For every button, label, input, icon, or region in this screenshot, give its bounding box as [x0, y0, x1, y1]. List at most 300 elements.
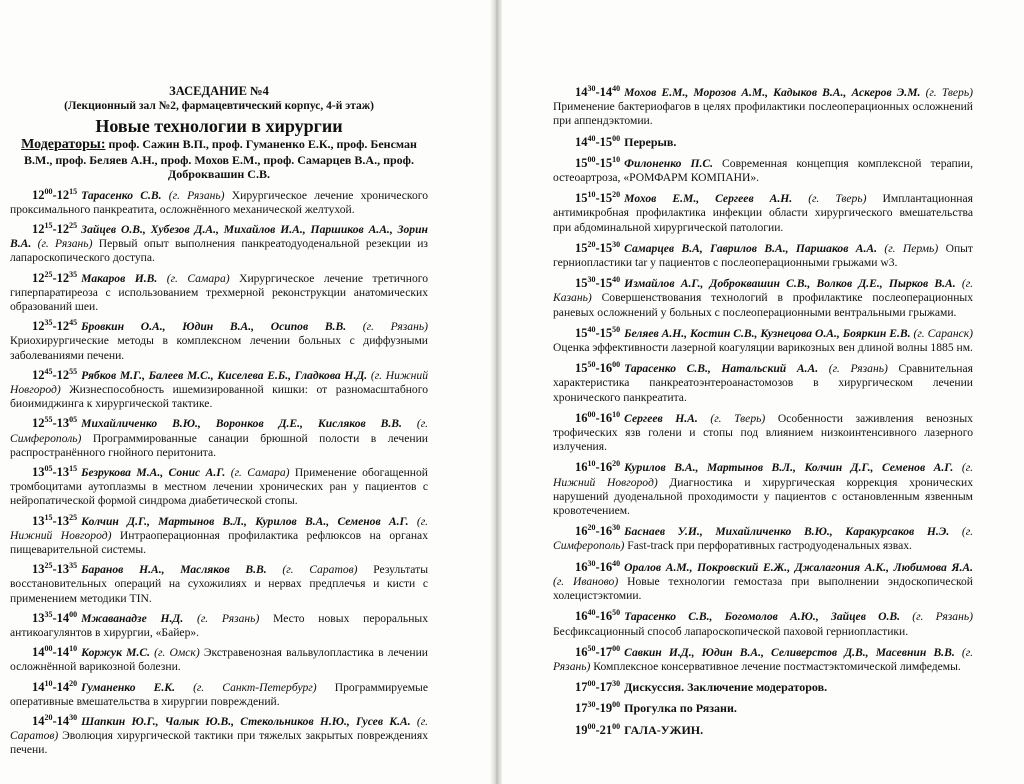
time-end-hour: 14 — [599, 85, 613, 99]
time-end-hour: 17 — [599, 644, 613, 659]
city: (г. Рязань) — [346, 320, 428, 334]
time-start-min: 20 — [587, 523, 596, 533]
time-dash: - — [52, 562, 57, 577]
time-start-min: 00 — [44, 186, 53, 196]
right-page — [498, 0, 1024, 784]
talk-title: ГАЛА-УЖИН. — [624, 722, 704, 737]
authors: Рябков М.Г., Балеев М.С., Киселева Е.Б., Гладкова Н.Д. — [81, 368, 368, 382]
time-slot — [575, 276, 620, 290]
time-slot — [32, 319, 77, 333]
talk-title: Первый опыт выполнения панкреатодуоденальной резекции из лапароскопического доступа. — [10, 237, 428, 265]
time-end-min: 00 — [612, 133, 621, 143]
left-program-list — [10, 185, 428, 758]
time-start-hour: 16 — [575, 460, 588, 475]
program-item — [10, 268, 428, 315]
authors: Филоненко П.С. — [624, 156, 714, 170]
talk-title: Дискуссия. Заключение модераторов. — [624, 680, 828, 695]
time-slot — [32, 562, 77, 576]
time-start-min: 40 — [587, 608, 596, 618]
time-start-hour: 15 — [575, 155, 588, 170]
time-dash: - — [595, 460, 600, 475]
time-dash: - — [595, 701, 600, 716]
authors: Савкин И.Д., Юдин В.А., Селиверстов Д.В., Масевнин В.В. — [624, 645, 955, 659]
time-start-min: 30 — [587, 558, 596, 568]
time-end-min: 00 — [612, 643, 621, 653]
time-end-hour: 13 — [56, 562, 70, 577]
time-slot — [32, 222, 77, 236]
time-slot — [575, 326, 620, 340]
program-item — [553, 698, 973, 716]
time-start-hour: 14 — [575, 134, 588, 149]
talk-title: Прогулка по Рязани. — [624, 701, 737, 716]
time-end-min: 20 — [69, 678, 78, 688]
time-slot — [575, 609, 620, 623]
time-dash: - — [595, 85, 600, 99]
time-start-min: 15 — [44, 512, 53, 522]
time-dash: - — [595, 361, 600, 376]
time-start-hour: 13 — [32, 562, 45, 577]
talk-title: Применение бактериофагов в целях профилактики послеоперационных осложнений при аппендэктомии. — [553, 100, 973, 128]
time-slot — [575, 723, 620, 737]
authors: Макаров И.В. — [81, 271, 158, 285]
program-item — [553, 238, 973, 270]
talk-title: Новые технологии гемостаза при выполнении эндоскопической холецистэктомии. — [553, 574, 973, 603]
time-start-hour: 12 — [32, 319, 45, 334]
time-start-min: 55 — [44, 415, 53, 425]
time-end-min: 15 — [69, 463, 78, 473]
time-start-hour: 16 — [575, 609, 588, 624]
time-start-min: 50 — [587, 643, 596, 653]
program-item — [10, 608, 428, 640]
authors: Гуманенко Е.К. — [81, 680, 175, 694]
talk-title: Программированные санации брюшной полости в лечении распространённого гнойного перитонита. — [10, 431, 428, 459]
time-end-min: 20 — [612, 459, 621, 469]
time-start-hour: 15 — [575, 325, 588, 340]
time-end-min: 50 — [612, 608, 621, 618]
time-dash: - — [52, 270, 57, 285]
talk-title: Имплантационная антимикробная профилактика инфекции области хирургического вмешательства при абдоминальной хирургической патологии. — [553, 192, 973, 234]
session-number: ЗАСЕДАНИЕ №4 — [169, 84, 269, 98]
time-slot — [575, 560, 620, 574]
time-slot — [575, 411, 620, 425]
time-start-hour: 14 — [32, 679, 45, 694]
time-dash: - — [595, 134, 600, 149]
city: (г. Самара) — [157, 271, 230, 285]
time-slot — [32, 188, 77, 202]
program-item — [10, 413, 428, 460]
city: (г. Иваново) — [553, 574, 619, 588]
program-item — [553, 606, 973, 638]
time-start-min: 35 — [44, 609, 53, 619]
city: (г. Рязань) — [553, 645, 973, 673]
time-start-hour: 19 — [575, 722, 588, 737]
time-start-hour: 16 — [575, 410, 588, 425]
time-dash: - — [595, 722, 600, 737]
program-item — [553, 557, 973, 604]
program-item — [553, 132, 973, 150]
time-slot — [32, 714, 77, 728]
time-end-min: 30 — [612, 523, 621, 533]
time-slot — [32, 645, 77, 659]
city: (г. Рязань) — [31, 237, 93, 251]
talk-title: Fast-track при перфоративных гастродуоденальных язвах. — [624, 539, 912, 553]
authors: Бровкин О.А., Юдин В.А., Осипов В.В. — [81, 320, 347, 334]
time-start-min: 00 — [587, 409, 596, 419]
time-start-min: 35 — [44, 318, 53, 328]
time-end-min: 30 — [69, 713, 78, 722]
time-end-hour: 15 — [599, 276, 613, 291]
city: (г. Саратов) — [266, 563, 358, 577]
time-start-min: 05 — [44, 463, 53, 473]
program-item — [553, 82, 973, 129]
authors: Шапкин Ю.Г., Чалык Ю.В., Стекольников Н.Ю., Гусев К.А. — [81, 715, 411, 728]
time-start-min: 10 — [587, 190, 596, 200]
time-end-min: 40 — [612, 558, 621, 568]
time-start-min: 00 — [587, 154, 596, 164]
time-end-min: 00 — [612, 721, 621, 731]
city: (г. Рязань) — [183, 611, 260, 625]
time-end-min: 00 — [612, 700, 621, 710]
authors: Беляев А.Н., Костин С.В., Кузнецова О.А., Бояркин Е.В. — [624, 326, 911, 340]
time-start-min: 00 — [587, 679, 596, 689]
talk-title: Сравнительная характеристика панкреатоэнтероанастомозов в хирургическом лечении хронического панкреатита. — [553, 362, 973, 404]
time-end-hour: 12 — [56, 367, 70, 382]
time-start-hour: 14 — [32, 714, 45, 728]
authors: Измайлов А.Г., Доброквашин С.В., Волков Д.Е., Пырков В.А. — [624, 277, 956, 291]
program-item — [553, 358, 973, 405]
time-end-hour: 16 — [599, 361, 613, 376]
time-start-hour: 13 — [32, 610, 45, 625]
city: (г. Рязань) — [818, 362, 888, 376]
time-dash: - — [595, 155, 600, 170]
time-start-hour: 16 — [575, 559, 588, 574]
talk-title: Особенности заживления венозных трофических язв голени и стопы под влиянием низкоинтенсивного лазерного излучения. — [553, 411, 973, 454]
time-slot — [575, 645, 620, 659]
authors: Коржук М.С. — [81, 646, 150, 660]
time-end-hour: 15 — [599, 155, 613, 170]
program-item — [10, 677, 428, 709]
city: (г. Саранск) — [910, 326, 974, 340]
time-end-min: 30 — [612, 679, 621, 689]
time-end-min: 05 — [69, 415, 78, 425]
city: (г. Симферополь) — [10, 417, 429, 445]
talk-title: Совершенствования технологий в профилактике послеоперационных раневых осложнений у больных с послеоперационными вентральными грыжами. — [553, 291, 973, 319]
program-item — [553, 188, 973, 235]
time-start-hour: 17 — [575, 680, 588, 695]
program-item — [10, 316, 428, 363]
authors: Сергеев Н.А. — [624, 411, 698, 425]
time-end-hour: 14 — [56, 679, 70, 694]
authors: Мохов Е.М., Морозов А.М., Кадыков В.А., Аскеров Э.М. — [624, 86, 921, 99]
city: (г. Тверь) — [920, 86, 973, 99]
program-item — [10, 711, 428, 758]
program-item — [553, 457, 973, 518]
time-start-min: 15 — [44, 220, 53, 230]
time-slot — [32, 465, 77, 479]
authors: Самарцев В.А, Гаврилов В.А., Паршаков А.А. — [624, 241, 878, 255]
time-start-hour: 14 — [575, 85, 588, 99]
time-end-hour: 15 — [599, 134, 613, 149]
program-item — [553, 323, 973, 355]
authors: Тарасенко С.В., Натальский А.А. — [624, 362, 819, 376]
talk-title: Интраоперационная профилактика рефлюксов на органах пищеварительной системы. — [10, 528, 428, 556]
talk-title: Хирургическое лечение третичного гиперпаратиреоза с использованием трехмерной реконструкции анатомических образований шеи. — [10, 271, 429, 313]
time-end-min: 45 — [69, 318, 78, 328]
time-dash: - — [595, 559, 600, 574]
time-end-min: 50 — [612, 324, 621, 334]
time-start-hour: 15 — [575, 361, 588, 376]
time-dash: - — [595, 325, 600, 340]
left-page — [0, 0, 494, 784]
moderators-label: Модераторы: — [21, 137, 106, 152]
time-end-min: 10 — [612, 409, 621, 419]
city: (г. Санкт-Петербург) — [175, 680, 317, 694]
time-end-hour: 12 — [56, 221, 70, 236]
right-program-list — [553, 82, 973, 738]
time-end-min: 40 — [612, 84, 621, 93]
talk-title: Эволюция хирургической тактики при тяжелых закрытых повреждениях печени. — [10, 729, 428, 757]
time-start-hour: 15 — [575, 191, 588, 206]
time-slot — [575, 460, 620, 474]
time-start-hour: 15 — [575, 276, 588, 291]
program-item — [10, 642, 428, 674]
time-end-hour: 16 — [599, 524, 613, 539]
city: (г. Казань) — [553, 277, 973, 305]
time-end-min: 25 — [69, 512, 78, 522]
time-end-min: 35 — [69, 561, 78, 571]
city: (г. Нижний Новгород) — [10, 514, 428, 542]
city: (г. Рязань) — [900, 610, 973, 624]
time-end-hour: 12 — [56, 270, 70, 285]
session-topic: Новые технологии в хирургии — [95, 116, 343, 136]
time-start-min: 00 — [44, 644, 53, 654]
time-slot — [575, 156, 620, 170]
time-start-min: 50 — [587, 360, 596, 370]
time-end-hour: 16 — [599, 410, 613, 425]
time-end-min: 35 — [69, 269, 78, 279]
authors: Колчин Д.Г., Мартынов В.Л., Курилов В.А., Семенов А.Г. — [81, 514, 409, 528]
time-dash: - — [52, 714, 57, 728]
time-end-hour: 15 — [599, 240, 613, 255]
session-hall: (Лекционный зал №2, фармацевтический корпус, 4-й этаж) — [64, 100, 374, 112]
time-dash: - — [52, 610, 57, 625]
time-end-min: 00 — [69, 609, 78, 619]
time-start-min: 10 — [587, 459, 596, 469]
time-slot — [575, 701, 620, 715]
time-start-hour: 14 — [32, 645, 45, 660]
time-end-min: 55 — [69, 366, 78, 376]
authors: Баранов Н.А., Масляков В.В. — [81, 563, 267, 577]
time-dash: - — [52, 187, 57, 202]
time-slot — [32, 416, 77, 430]
time-dash: - — [595, 240, 600, 255]
time-slot — [575, 524, 620, 538]
authors: Зайцев О.В., Хубезов Д.А., Михайлов И.А., Паршиков А.А., Зорин В.А. — [10, 222, 428, 251]
authors: Оралов А.М., Покровский Е.Ж., Джалагония А.К., Любимова Я.А. — [624, 560, 973, 574]
talk-title: Перерыв. — [624, 134, 677, 149]
time-start-hour: 17 — [575, 701, 588, 716]
time-end-hour: 13 — [56, 416, 70, 431]
time-slot — [32, 271, 77, 285]
program-item — [10, 511, 428, 558]
time-slot — [575, 361, 620, 375]
time-dash: - — [52, 367, 57, 382]
time-end-min: 15 — [69, 186, 78, 196]
moderators — [10, 137, 428, 182]
time-start-min: 10 — [44, 678, 53, 688]
time-slot — [575, 191, 620, 205]
time-end-hour: 16 — [599, 559, 613, 574]
program-item — [553, 677, 973, 695]
city: (г. Саратов) — [10, 715, 428, 743]
city: (г. Омск) — [149, 646, 200, 660]
time-slot — [32, 368, 77, 382]
time-dash: - — [595, 524, 600, 539]
talk-title: Результаты восстановительных операций на сухожилиях и нервах предплечья и кисти с применением методики TIN. — [10, 563, 428, 605]
time-start-min: 30 — [587, 275, 596, 285]
talk-title: Опыт герниопластики tar у пациентов с послеоперационными грыжами w3. — [553, 241, 973, 270]
time-start-min: 40 — [587, 133, 596, 143]
time-start-hour: 12 — [32, 187, 45, 202]
time-end-hour: 15 — [599, 191, 613, 206]
time-start-min: 45 — [44, 366, 53, 376]
time-end-hour: 16 — [599, 609, 613, 624]
talk-title: Жизнеспособность ишемизированной кишки: от разномасштабного биоимиджинга к хирургической тактике. — [10, 382, 428, 411]
authors: Безрукова М.А., Сонис А.Г. — [81, 465, 226, 479]
time-start-min: 25 — [44, 561, 53, 571]
time-end-hour: 17 — [599, 680, 613, 695]
time-dash: - — [595, 609, 600, 624]
talk-title: Применение обогащенной тромбоцитами аутоплазмы в местном лечении хронических ран у пациентов с нейропатической формой синдрома диабетической стопы. — [10, 465, 428, 508]
time-end-min: 10 — [612, 154, 621, 164]
time-dash: - — [595, 410, 600, 425]
authors: Тарасенко С.В. — [81, 188, 162, 202]
authors: Мохов Е.М., Сергеев А.Н. — [624, 192, 793, 206]
city: (г. Пермь) — [877, 241, 939, 255]
city: (г. Нижний Новгород) — [10, 368, 428, 396]
time-end-hour: 12 — [56, 187, 70, 202]
time-end-hour: 13 — [56, 513, 70, 528]
time-end-min: 00 — [612, 360, 621, 370]
time-end-hour: 16 — [599, 460, 613, 475]
time-slot — [32, 514, 77, 528]
program-item — [553, 408, 973, 455]
city: (г. Самара) — [225, 465, 290, 479]
time-start-min: 25 — [44, 269, 53, 279]
time-dash: - — [52, 416, 57, 431]
talk-title: Хирургическое лечение хронического проксимального панкреатита, осложнённого механической желтухой. — [10, 188, 428, 216]
authors: Тарасенко С.В., Богомолов А.Ю., Зайцев О.В. — [624, 610, 901, 624]
time-start-min: 30 — [587, 84, 596, 93]
time-dash: - — [52, 645, 57, 660]
authors: Мжаванадзе Н.Д. — [81, 611, 184, 625]
time-start-min: 00 — [587, 721, 596, 731]
time-start-hour: 12 — [32, 416, 45, 431]
time-end-hour: 21 — [599, 722, 613, 737]
time-dash: - — [52, 319, 57, 334]
program-item — [10, 219, 428, 266]
moderators-list: проф. Сажин В.П., проф. Гуманенко Е.К., проф. Бенсман В.М., проф. Беляев А.Н., проф. Мохов Е.М., проф. Самарцев В.А., проф. Доброквашин С.В. — [24, 137, 417, 181]
time-dash: - — [52, 513, 57, 528]
talk-title: Экстравенозная вальвулопластика в лечении осложнённой варикозной болезни. — [10, 646, 428, 674]
time-dash: - — [595, 680, 600, 695]
program-item — [553, 273, 973, 320]
time-start-min: 20 — [44, 713, 53, 722]
time-start-hour: 13 — [32, 513, 45, 528]
time-start-min: 40 — [587, 324, 596, 334]
city: (г. Тверь) — [697, 411, 766, 425]
right-column — [553, 82, 973, 741]
time-dash: - — [595, 644, 600, 659]
time-start-hour: 13 — [32, 464, 45, 479]
talk-title: Диагностика и хирургическая коррекция хронических нарушений дуоденальной проходимости у пациентов с остановленным язвенным кровотечением. — [553, 475, 973, 518]
time-end-hour: 14 — [56, 610, 70, 625]
program-item — [553, 153, 973, 185]
time-start-hour: 16 — [575, 644, 588, 659]
talk-title: Оценка эффективности лазерной коагуляции варикозных вен длиной волны 1885 нм. — [553, 341, 973, 355]
talk-title: Комплексное консервативное лечение постмастэктомической лимфедемы. — [590, 659, 961, 673]
time-start-hour: 15 — [575, 240, 588, 255]
time-end-min: 10 — [69, 644, 78, 654]
time-slot — [575, 241, 620, 255]
authors: Баснаев У.И., Михайличенко В.Ю., Каракурсаков Н.Э. — [624, 525, 950, 539]
time-start-min: 30 — [587, 700, 596, 710]
time-end-hour: 14 — [56, 714, 70, 728]
talk-title: Программируемые оперативные вмешательства в хирургии повреждений. — [10, 680, 428, 708]
time-dash: - — [52, 679, 57, 694]
time-start-min: 20 — [587, 239, 596, 249]
program-item — [553, 521, 973, 553]
time-slot — [575, 135, 620, 149]
left-column — [10, 84, 428, 760]
city: (г. Тверь) — [792, 192, 867, 206]
time-dash: - — [52, 464, 57, 479]
authors: Курилов В.А., Мартынов В.Л., Колчин Д.Г., Семенов А.Г. — [624, 461, 954, 475]
time-start-hour: 16 — [575, 524, 588, 539]
program-item — [553, 642, 973, 674]
time-start-hour: 12 — [32, 367, 45, 382]
time-end-hour: 12 — [56, 319, 70, 334]
time-dash: - — [52, 221, 57, 236]
time-end-hour: 14 — [56, 645, 70, 660]
city: (г. Рязань) — [161, 188, 225, 202]
time-slot — [32, 611, 77, 625]
talk-title: Бесфиксационный способ лапароскопической паховой герниопластики. — [553, 624, 909, 638]
time-end-hour: 19 — [599, 701, 613, 716]
time-dash: - — [595, 276, 600, 291]
time-end-min: 20 — [612, 190, 621, 200]
time-start-hour: 12 — [32, 270, 45, 285]
program-item — [10, 559, 428, 606]
talk-title: Криохирургические методы в комплексном лечении больных с диффузными заболеваниями печени. — [10, 334, 428, 362]
time-slot — [32, 680, 77, 694]
program-item — [10, 462, 428, 509]
time-end-hour: 13 — [56, 464, 70, 479]
authors: Михайличенко В.Ю., Воронков Д.Е., Кисляков В.В. — [81, 417, 402, 431]
time-end-min: 30 — [612, 239, 621, 249]
time-slot — [575, 680, 620, 694]
talk-title: Современная концепция комплексной терапии, остеоартроза, «РОМФАРМ КОМПАНИ». — [553, 156, 973, 185]
city: (г. Симферополь) — [553, 525, 974, 553]
time-start-hour: 12 — [32, 221, 45, 236]
program-item — [10, 185, 428, 217]
time-slot — [575, 85, 620, 99]
program-item — [553, 720, 973, 738]
city: (г. Нижний Новгород) — [553, 461, 973, 489]
time-dash: - — [595, 191, 600, 206]
time-end-hour: 15 — [599, 325, 613, 340]
program-item — [10, 365, 428, 412]
